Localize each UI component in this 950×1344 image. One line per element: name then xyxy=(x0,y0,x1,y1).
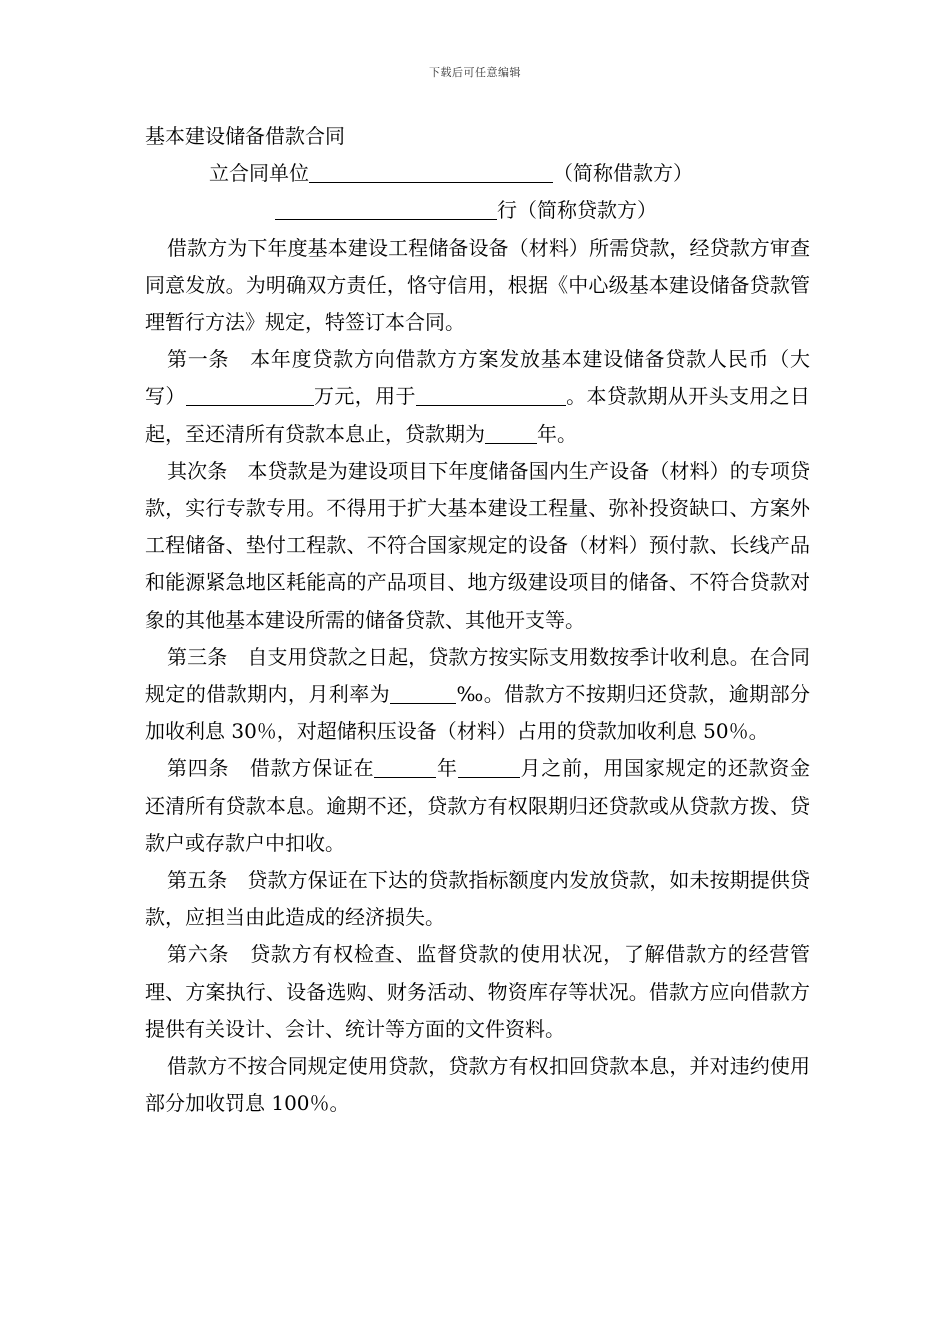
borrower-suffix: （简称借款方） xyxy=(553,161,693,186)
borrower-line xyxy=(145,155,810,192)
article-3 xyxy=(145,639,810,751)
interest-rate-blank xyxy=(390,683,456,704)
article-5: 第五条 贷款方保证在下达的贷款指标额度内发放贷款，如未按期提供贷款，应担当由此造成的经济损失。 xyxy=(145,868,810,930)
repay-month-blank xyxy=(458,757,520,778)
article-1-part2: 万元，用于 xyxy=(313,384,416,409)
article-1 xyxy=(145,341,810,453)
contract-body xyxy=(145,118,810,1122)
article-4-part1: 第四条 借款方保证在 xyxy=(167,756,375,781)
lender-name-blank xyxy=(275,199,497,220)
borrower-name-blank xyxy=(309,162,553,183)
article-4-part3: 月之前，用国家规定的还款资金还清所有贷款本息。逾期不还，贷款方有权限期归还贷款或从贷款方拨、贷款户或存款户中扣收。 xyxy=(145,756,811,855)
article-3-part2: ‰。借款方不按期归还贷款，逾期部分加收利息 30％，对超储积压设备（材料）占用的贷款加收利息 50％。 xyxy=(145,682,810,744)
article-1-part3: 。本贷款期从开头支用之日起，至还清所有贷款本息止，贷款期为 xyxy=(145,384,811,446)
article-3-part1: 第三条 自支用贷款之日起，贷款方按实际支用数按季计收利息。在合同规定的借款期内，月利率为 xyxy=(145,644,810,706)
loan-term-blank xyxy=(485,423,537,444)
article-6-penalty: 借款方不按合同规定使用贷款，贷款方有权扣回贷款本息，并对违约使用部分加收罚息 100％。 xyxy=(145,1054,810,1116)
intro-paragraph: 借款方为下年度基本建设工程储备设备（材料）所需贷款，经贷款方审查同意发放。为明确双方责任，恪守信用，根据《中心级基本建设储备贷款管理暂行方法》规定，特签订本合同。 xyxy=(145,235,810,334)
page-header-note: 下载后可任意编辑 xyxy=(429,66,521,79)
contract-title: 基本建设储备借款合同 xyxy=(145,124,345,148)
lender-suffix: 行（简称贷款方） xyxy=(497,198,657,223)
loan-amount-blank xyxy=(186,385,314,406)
borrower-prefix: 立合同单位 xyxy=(209,161,309,186)
article-1-part4: 年。 xyxy=(537,421,577,446)
article-2: 其次条 本贷款是为建设项目下年度储备国内生产设备（材料）的专项贷款，实行专款专用。不得用于扩大基本建设工程量、弥补投资缺口、方案外工程储备、垫付工程款、不符合国家规定的设备（材料）预付款、长线产品和能源紧急地区耗能高的产品项目、地方级建设项目的储备、不符合贷款对象的其他基本建设所需的储备贷款、其他开支等。 xyxy=(145,458,810,632)
repay-year-blank xyxy=(374,757,436,778)
article-4 xyxy=(145,750,810,862)
lender-line xyxy=(145,192,810,229)
article-1-part1: 第一条 本年度贷款方向借款方方案发放基本建设储备贷款人民币（大写） xyxy=(145,347,810,409)
article-4-part2: 年 xyxy=(436,756,458,781)
loan-purpose-blank xyxy=(416,385,566,406)
article-6: 第六条 贷款方有权检查、监督贷款的使用状况，了解借款方的经营管理、方案执行、设备选购、财务活动、物资库存等状况。借款方应向借款方提供有关设计、会计、统计等方面的文件资料。 xyxy=(145,942,810,1041)
